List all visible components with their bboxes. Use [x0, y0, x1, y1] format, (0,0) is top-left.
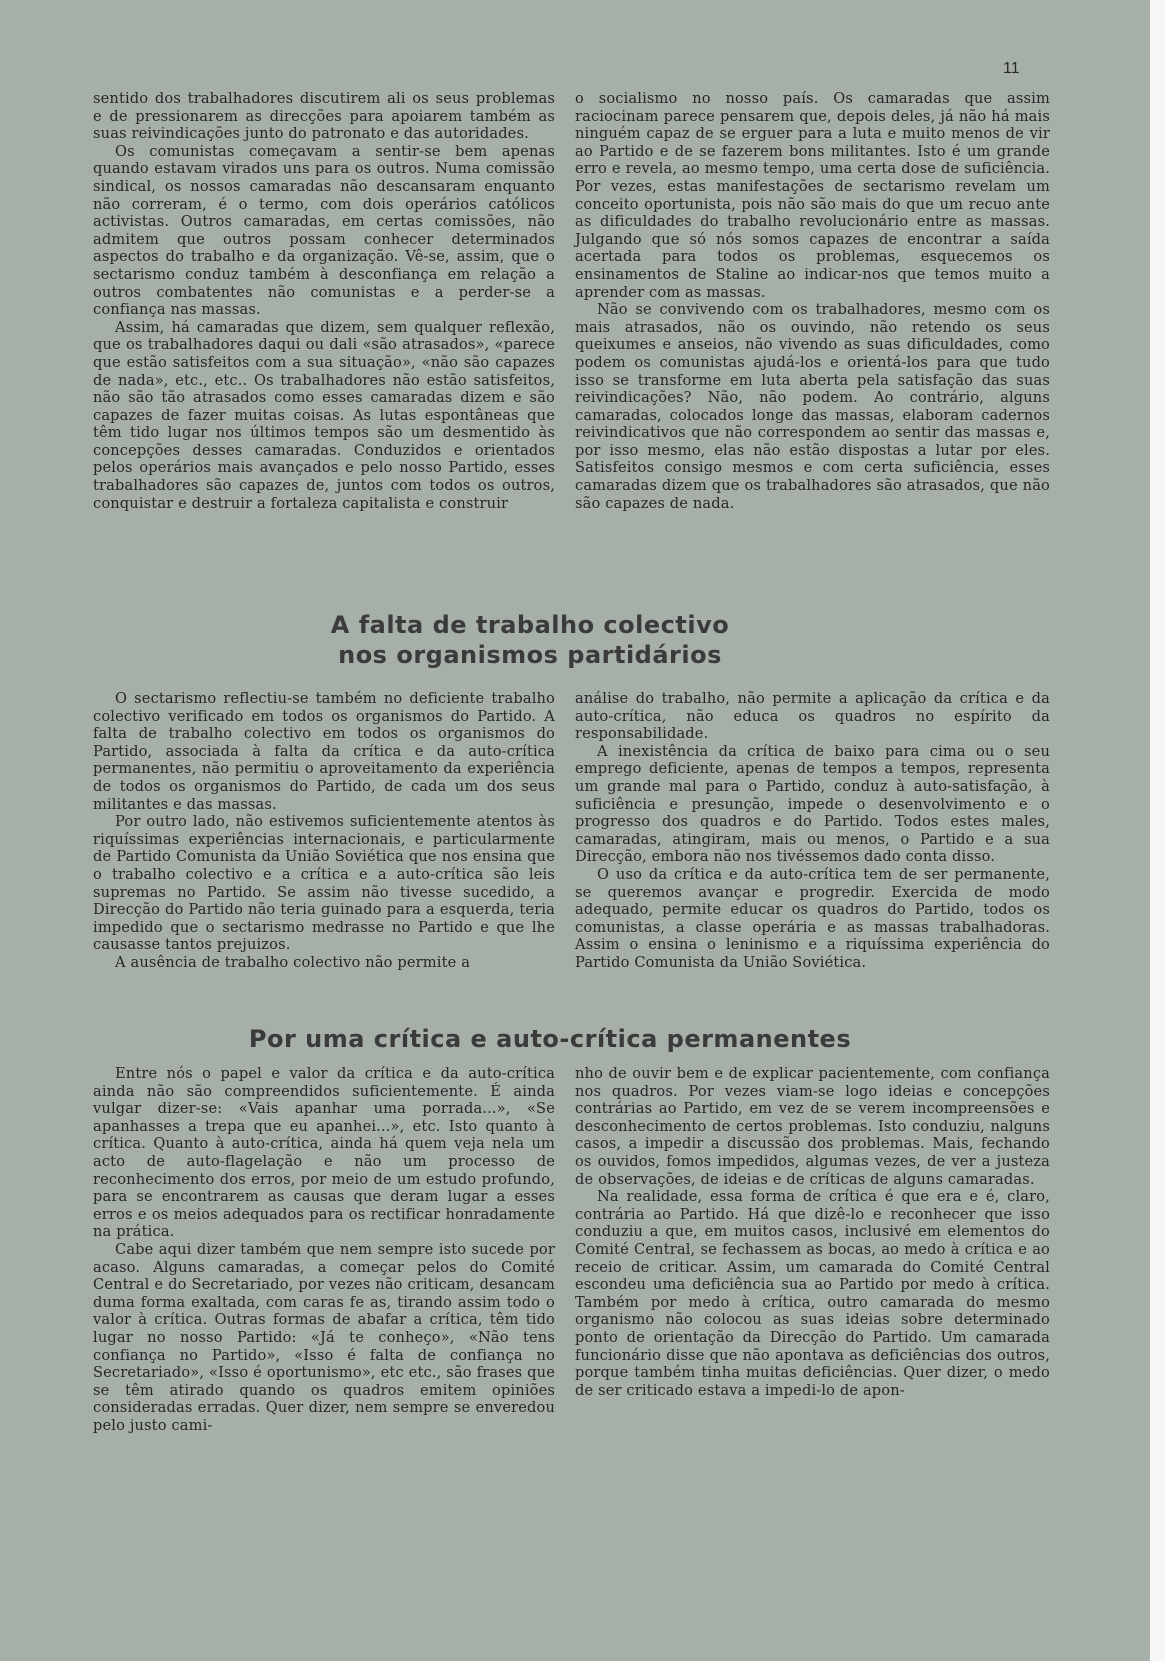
section1-left-column — [93, 90, 555, 512]
section3-heading: Por uma crítica e auto-crítica permanentes — [248, 1025, 852, 1053]
paragraph: Os comunistas começavam a sentir-se bem apenas quando estavam virados uns para os outros. Numa comissão sindical, os nossos camaradas não descansaram enquanto não correram, é o termo, com dois operários católicos activistas. Outros camaradas, em certas comissões, não admitem que outros possam conhecer determinados aspectos do trabalho e da organização. Vê-se, assim, que o sectarismo conduz também à desconfiança em relação a outros combatentes não comunistas e a perder-se a confiança nas massas. — [93, 142, 555, 319]
heading-line: nos organismos partidários — [338, 641, 722, 669]
paragraph: Por outro lado, não estivemos suficientemente atentos às riquíssimas experiências internacionais, e particularmente de Partido Comunista da União Soviética que nos ensina que o trabalho colectivo e a crítica e a auto-crítica são leis supremas no Partido. Se assim não tivesse sucedido, a Direcção do Partido não teria guinado para a esquerda, teria impedido que o sectarismo medrasse no Partido e que lhe causasse tantos prejuizos. — [93, 813, 555, 954]
paragraph: sentido dos trabalhadores discutirem ali os seus problemas e de pressionarem as direcções para apoiarem também as suas reivindicações junto do patronato e das autoridades. — [93, 90, 555, 143]
paragraph: Cabe aqui dizer também que nem sempre isto sucede por acaso. Alguns camaradas, a começar pelos do Comité Central e do Secretariado, por vezes não criticam, desancam duma forma exaltada, com caras fe as, tirando assim todo o valor à crítica. Outras formas de abafar a crítica, têm tido lugar no nosso Partido: «Já te conheço», «Não tens confiança no Partido», «Isso é falta de confiança no Secretariado», «Isso é oportunismo», etc etc., são frases que se têm atirado quando os quadros emitem opiniões consideradas erradas. Quer dizer, nem sempre se enveredou pelo justo cami- — [93, 1240, 555, 1434]
paragraph: Na realidade, essa forma de crítica é que era e é, claro, contrária ao Partido. Há que dizê-lo e reconhecer que isso conduziu a que, em muitos casos, inclusivé em elementos do Comité Central, se fechassem as bocas, ao medo à crítica e ao receio de criticar. Assim, um camarada do Comité Central escondeu uma deficiência sua ao Partido por medo à crítica. Também por medo à crítica, outro camarada do mesmo organismo não colocou as suas ideias sobre determinado ponto de orientação da Direcção do Partido. Um camarada funcionário disse que não apontava as deficiências dos outros, porque também tinha muitas deficiências. Quer dizer, o medo de ser criticado estava a impedi-lo de apon- — [575, 1188, 1050, 1399]
paragraph: O sectarismo reflectiu-se também no deficiente trabalho colectivo verificado em todos os organismos do Partido. A falta de trabalho colectivo em todos os organismos do Partido, associada à falta da crítica e da auto-crítica permanentes, não permitiu o aproveitamento da experiência de todos os organismos do Partido, de cada um dos seus militantes e das massas. — [93, 690, 555, 813]
section3-left-column — [93, 1065, 555, 1434]
page-number: 11 — [1003, 60, 1020, 77]
section2-left-column — [93, 690, 555, 972]
paragraph: A inexistência da crítica de baixo para cima ou o seu emprego deficiente, apenas de tempos a tempos, representa um grande mal para o Partido, conduz à auto-satisfação, à suficiência e presunção, impede o desenvolvimento e o progresso dos quadros e do Partido. Todos estes males, camaradas, atingiram, mais ou menos, o Partido e a sua Direcção, embora não nos tivéssemos dado conta disso. — [575, 742, 1050, 866]
paragraph: nho de ouvir bem e de explicar pacientemente, com confiança nos quadros. Por vezes viam-se logo ideias e concepções contrárias ao Partido, em vez de se verem incompreensões e desconhecimento de certos problemas. Isto conduziu, nalguns casos, a impedir a discussão dos problemas. Mais, fechando os ouvidos, fomos impedidos, algumas vezes, de ver a justeza de observações, de ideias e de críticas de alguns camaradas. — [575, 1065, 1050, 1188]
paragraph: Assim, há camaradas que dizem, sem qualquer reflexão, que os trabalhadores daqui ou dali «são atrasados», «parece que estão satisfeitos com a sua situação», «não são capazes de nada», etc., etc.. Os trabalhadores não estão satisfeitos, não são tão atrasados como esses camaradas dizem e são capazes de fazer muitas coisas. As lutas espontâneas que têm tido lugar nos últimos tempos são um desmentido às concepções desses camaradas. Conduzidos e orientados pelos operários mais avançados e pelo nosso Partido, esses trabalhadores são capazes de, juntos com todos os outros, conquistar e destruir a fortaleza capitalista e construir — [93, 318, 555, 512]
paragraph: Entre nós o papel e valor da crítica e da auto-crítica ainda não são compreendidos suficientemente. É ainda vulgar dizer-se: «Vais apanhar uma porrada...», «Se apanhasses a trepa que eu apanhei...», etc. Isto quanto à crítica. Quanto à auto-crítica, ainda há quem veja nela um acto de auto-flagelação e não um processo de reconhecimento dos erros, por meio de um estudo profundo, para se encontrarem as causas que deram lugar a esses erros e os meios adequados para os rectificar honradamente na prática. — [93, 1065, 555, 1241]
heading-line: A falta de trabalho colectivo — [330, 611, 730, 639]
paragraph: o socialismo no nosso país. Os camaradas que assim raciocinam parece pensarem que, depois deles, já não há mais ninguém capaz de se erguer para a luta e muito menos de vir ao Partido e de se fazerem bons militantes. Isto é um grande erro e revela, ao mesmo tempo, uma certa dose de suficiência. Por vezes, estas manifestações de sectarismo revelam um conceito oportunista, pois não são mais do que um recuo ante as dificuldades do trabalho revolucionário entre as massas. Julgando que só nós somos capazes de encontrar a saída acertada para todos os problemas, esquecemos os ensinamentos de Staline ao indicar-nos que temos muito a aprender com as massas. — [575, 90, 1050, 301]
paragraph: A ausência de trabalho colectivo não permite a — [115, 953, 471, 971]
paragraph: O uso da crítica e da auto-crítica tem de ser permanente, se queremos avançar e progredir. Exercida de modo adequado, permite educar os quadros do Partido, todos os comunistas, a classe operária e as massas trabalhadoras. Assim o ensina o leninismo e a riquíssima experiência do Partido Comunista da União Soviética. — [575, 865, 1050, 971]
section1-right-column — [575, 90, 1050, 512]
paragraph: análise do trabalho, não permite a aplicação da crítica e da auto-crítica, não educa os quadros no espírito da responsabilidade. — [575, 690, 1050, 743]
paragraph: Não se convivendo com os trabalhadores, mesmo com os mais atrasados, não os ouvindo, não retendo os seus queixumes e anseios, não vivendo as suas dificuldades, como podem os comunistas ajudá-los e orientá-los para que tudo isso se transforme em luta aberta pela satisfação das suas reivindicações? Não, não podem. Ao contrário, alguns camaradas, colocados longe das massas, elaboram cadernos reivindicativos que não correspondem ao sentir das massas e, por isso mesmo, elas não estão dispostas a lutar por eles. Satisfeitos consigo mesmos e com certa suficiência, esses camaradas dizem que os trabalhadores são atrasados, que não são capazes de nada. — [575, 301, 1050, 512]
section3-right-column — [575, 1065, 1050, 1399]
section2-heading — [250, 610, 810, 670]
scan-edge — [1150, 0, 1165, 1661]
section2-right-column — [575, 690, 1050, 972]
